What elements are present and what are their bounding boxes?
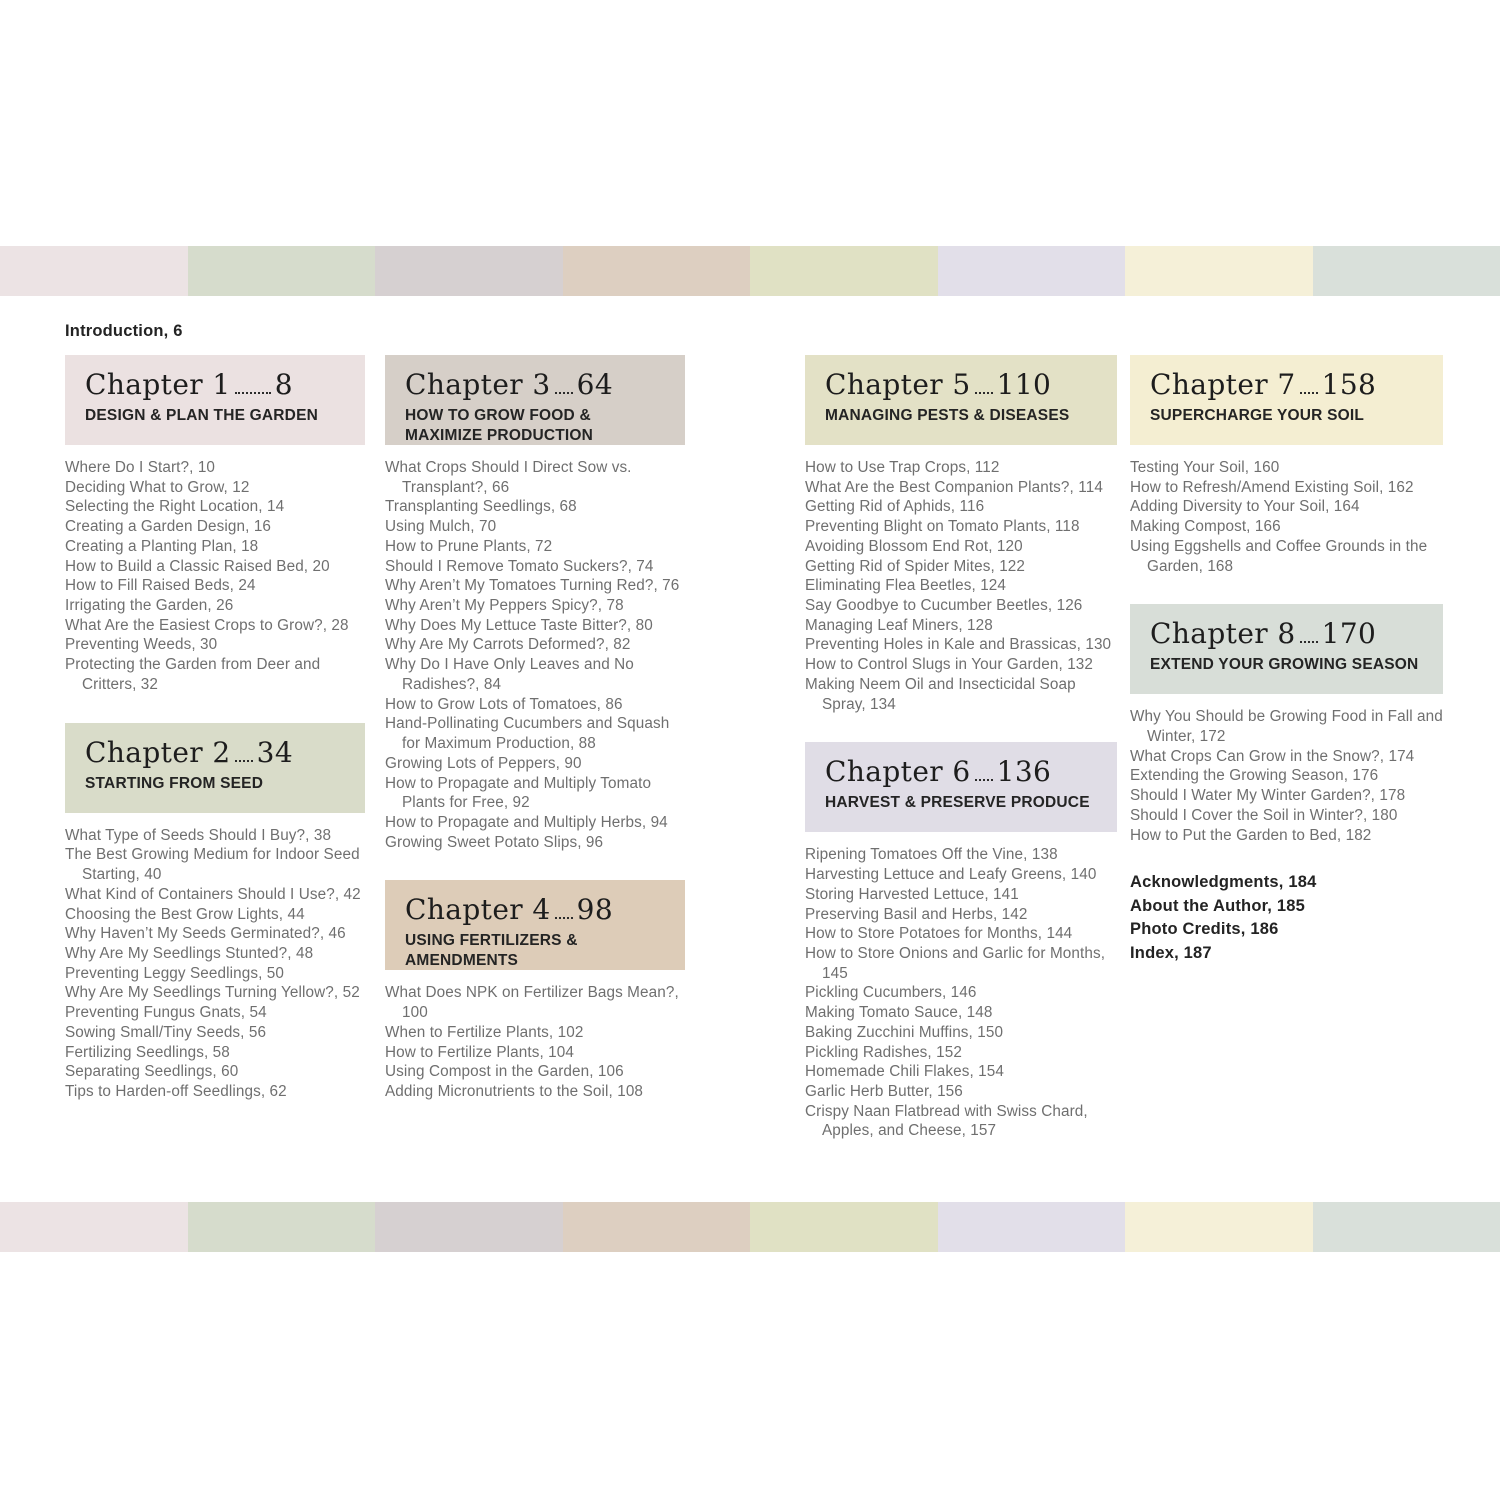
chapter-section-1 (65, 355, 365, 695)
chapter-title: Chapter 4 (405, 893, 551, 927)
toc-item: Why Haven’t My Seeds Germinated?, 46 (65, 925, 346, 943)
toc-list (1130, 707, 1443, 845)
stripe-segment (1125, 246, 1313, 296)
toc-item: What Type of Seeds Should I Buy?, 38 (65, 826, 332, 844)
stripe-segment (938, 1202, 1126, 1252)
toc-item: Using Eggshells and Coffee Grounds in the Garden, 168 (1130, 537, 1428, 575)
chapter-subtitle: STARTING FROM SEED (85, 774, 264, 792)
toc-item: Protecting the Garden from Deer and Critters, 32 (65, 656, 321, 693)
toc-item: Should I Water My Winter Garden?, 178 (1130, 787, 1406, 805)
chapter-section-4 (385, 880, 685, 1101)
toc-item: Preventing Blight on Tomato Plants, 118 (805, 518, 1080, 536)
chapter-subtitle: HOW TO GROW FOOD & MAXIMIZE PRODUCTION (405, 407, 594, 444)
chapter-subtitle: HARVEST & PRESERVE PRODUCE (825, 794, 1090, 812)
toc-item: Hand-Pollinating Cucumbers and Squash for Maximum Production, 88 (385, 715, 670, 753)
toc-item: Growing Lots of Peppers, 90 (385, 754, 582, 772)
toc-item: Making Neem Oil and Insecticidal Soap Spray, 134 (805, 675, 1076, 713)
chapter-heading (405, 893, 613, 926)
chapter-title: Chapter 5 (825, 368, 971, 401)
toc-item: Should I Remove Tomato Suckers?, 74 (385, 557, 654, 575)
toc-list (805, 845, 1117, 1141)
chapter-box (805, 355, 1117, 445)
toc-item: What Are the Best Companion Plants?, 114 (805, 478, 1103, 496)
chapter-box (385, 355, 685, 445)
chapter-heading (1150, 617, 1377, 651)
toc-item: Index, 187 (1130, 943, 1212, 962)
toc-item: What Kind of Containers Should I Use?, 42 (65, 885, 361, 903)
toc-item: How to Control Slugs in Your Garden, 132 (805, 656, 1094, 674)
chapter-section-8 (1130, 604, 1443, 845)
toc-item: Where Do I Start?, 10 (65, 459, 216, 476)
toc-item: When to Fertilize Plants, 102 (385, 1023, 584, 1041)
stripe-segment (375, 1202, 563, 1252)
chapter-page-number: 98 (576, 893, 614, 927)
toc-item: Homemade Chili Flakes, 154 (805, 1063, 1004, 1081)
toc-item: How to Refresh/Amend Existing Soil, 162 (1130, 478, 1414, 496)
chapter-page-number: 170 (1321, 617, 1377, 651)
chapter-box (65, 355, 365, 445)
toc-item: Baking Zucchini Muffins, 150 (805, 1023, 1004, 1041)
toc-item: Transplanting Seedlings, 68 (385, 498, 577, 516)
chapter-title: Chapter 7 (1150, 368, 1296, 401)
chapter-title: Chapter 2 (85, 735, 231, 769)
toc-item: What Does NPK on Fertilizer Bags Mean?, 100 (385, 984, 679, 1022)
toc-item: Pickling Radishes, 152 (805, 1043, 962, 1061)
stripe-band-top (0, 246, 1500, 296)
toc-column-3 (805, 355, 1117, 1141)
toc-item: How to Store Potatoes for Months, 144 (805, 925, 1073, 943)
chapter-heading (1150, 368, 1377, 401)
stripe-band-bottom (0, 1202, 1500, 1252)
toc-item: Deciding What to Grow, 12 (65, 478, 250, 496)
leader-dots (235, 392, 271, 394)
toc-item: Selecting the Right Location, 14 (65, 498, 285, 516)
leader-dots (555, 392, 573, 394)
stripe-segment (750, 246, 938, 296)
toc-column-4 (1130, 355, 1443, 965)
toc-item: Using Mulch, 70 (385, 518, 497, 536)
toc-item: Why Aren’t My Peppers Spicy?, 78 (385, 597, 624, 615)
toc-item: How to Prune Plants, 72 (385, 537, 553, 555)
chapter-page-number: 8 (274, 368, 293, 401)
toc-item: Creating a Planting Plan, 18 (65, 537, 259, 555)
toc-item: Separating Seedlings, 60 (65, 1063, 239, 1081)
toc-item: What Are the Easiest Crops to Grow?, 28 (65, 616, 349, 634)
toc-item: Irrigating the Garden, 26 (65, 597, 234, 615)
toc-item: How to Store Onions and Garlic for Months, 145 (805, 944, 1106, 982)
toc-item: Choosing the Best Grow Lights, 44 (65, 905, 305, 923)
toc-item: Using Compost in the Garden, 106 (385, 1063, 624, 1081)
toc-item: Photo Credits, 186 (1130, 920, 1279, 939)
stripe-segment (1125, 1202, 1313, 1252)
toc-item: How to Use Trap Crops, 112 (805, 459, 1000, 476)
toc-item: Acknowledgments, 184 (1130, 873, 1317, 892)
chapter-heading (825, 368, 1052, 401)
chapter-subtitle: DESIGN & PLAN THE GARDEN (85, 407, 319, 424)
toc-item: Preventing Fungus Gnats, 54 (65, 1004, 267, 1022)
toc-item: Ripening Tomatoes Off the Vine, 138 (805, 846, 1058, 864)
chapter-box (65, 723, 365, 813)
toc-item: Eliminating Flea Beetles, 124 (805, 577, 1007, 595)
stripe-segment (375, 246, 563, 296)
chapter-heading (405, 368, 613, 401)
toc-item: The Best Growing Medium for Indoor Seed Starting, 40 (65, 846, 360, 884)
toc-item: Why Are My Seedlings Turning Yellow?, 52 (65, 984, 360, 1002)
chapter-subtitle: MANAGING PESTS & DISEASES (825, 407, 1070, 424)
toc-item: Getting Rid of Aphids, 116 (805, 498, 985, 516)
chapter-heading (85, 368, 293, 401)
toc-item: Crispy Naan Flatbread with Swiss Chard, Apples, and Cheese, 157 (805, 1102, 1088, 1140)
stripe-segment (1313, 246, 1500, 296)
chapter-title: Chapter 6 (825, 755, 971, 789)
chapter-box (805, 742, 1117, 832)
chapter-subtitle: USING FERTILIZERS & AMENDMENTS (405, 932, 578, 970)
toc-item: Garlic Herb Butter, 156 (805, 1082, 963, 1100)
toc-item: Adding Diversity to Your Soil, 164 (1130, 498, 1360, 516)
toc-item: Growing Sweet Potato Slips, 96 (385, 833, 604, 851)
leader-dots (975, 392, 993, 394)
toc-item: Preventing Leggy Seedlings, 50 (65, 964, 285, 982)
toc-item: Getting Rid of Spider Mites, 122 (805, 557, 1026, 575)
toc-list (805, 458, 1117, 714)
chapter-page-number: 136 (996, 755, 1052, 789)
toc-item: Making Compost, 166 (1130, 518, 1281, 536)
toc-list (1130, 458, 1443, 576)
leader-dots (1300, 641, 1318, 643)
stripe-segment (188, 246, 376, 296)
toc-item: Preventing Weeds, 30 (65, 636, 218, 654)
back-matter-list (1130, 871, 1443, 965)
stripe-segment (1313, 1202, 1500, 1252)
toc-item: Sowing Small/Tiny Seeds, 56 (65, 1023, 267, 1041)
intro-line: Introduction, 6 (65, 322, 183, 340)
toc-item: What Crops Can Grow in the Snow?, 174 (1130, 747, 1415, 765)
toc-item: Making Tomato Sauce, 148 (805, 1004, 993, 1022)
stripe-segment (563, 1202, 751, 1252)
stripe-segment (0, 246, 188, 296)
chapter-section-7 (1130, 355, 1443, 576)
chapter-page-number: 110 (996, 368, 1052, 401)
toc-list (385, 983, 685, 1101)
toc-column-1 (65, 355, 365, 1102)
toc-item: Why You Should be Growing Food in Fall and Winter, 172 (1130, 708, 1443, 746)
toc-item: About the Author, 185 (1130, 896, 1306, 915)
toc-item: Why Are My Carrots Deformed?, 82 (385, 636, 631, 654)
toc-item: Should I Cover the Soil in Winter?, 180 (1130, 806, 1398, 824)
chapter-box (385, 880, 685, 970)
toc-item: Storing Harvested Lettuce, 141 (805, 885, 1019, 903)
toc-item: How to Fertilize Plants, 104 (385, 1043, 574, 1061)
toc-item: Why Are My Seedlings Stunted?, 48 (65, 944, 314, 962)
toc-list (65, 826, 365, 1102)
toc-item: Harvesting Lettuce and Leafy Greens, 140 (805, 866, 1097, 884)
toc-list (65, 458, 365, 695)
toc-item: Creating a Garden Design, 16 (65, 518, 272, 536)
chapter-page-number: 64 (576, 368, 614, 401)
stripe-segment (938, 246, 1126, 296)
toc-item: Tips to Harden-off Seedlings, 62 (65, 1082, 287, 1100)
toc-item: Managing Leaf Miners, 128 (805, 616, 993, 634)
chapter-page-number: 158 (1321, 368, 1377, 401)
toc-item: Why Do I Have Only Leaves and No Radishes?, 84 (385, 656, 634, 693)
toc-item: Preserving Basil and Herbs, 142 (805, 905, 1028, 923)
chapter-title: Chapter 8 (1150, 617, 1296, 651)
toc-item: Say Goodbye to Cucumber Beetles, 126 (805, 597, 1083, 615)
toc-column-2 (385, 355, 685, 1102)
chapter-section-5 (805, 355, 1117, 714)
toc-item: How to Build a Classic Raised Bed, 20 (65, 557, 330, 575)
stripe-segment (563, 246, 751, 296)
chapter-heading (85, 736, 293, 769)
toc-item: How to Propagate and Multiply Herbs, 94 (385, 813, 668, 831)
chapter-box (1130, 355, 1443, 445)
toc-item: How to Propagate and Multiply Tomato Plants for Free, 92 (385, 774, 652, 812)
leader-dots (1300, 392, 1318, 394)
chapter-heading (825, 755, 1052, 789)
stripe-segment (0, 1202, 188, 1252)
toc-item: Pickling Cucumbers, 146 (805, 984, 977, 1002)
toc-item: How to Grow Lots of Tomatoes, 86 (385, 695, 623, 713)
leader-dots (235, 760, 253, 762)
toc-item: Extending the Growing Season, 176 (1130, 767, 1379, 785)
chapter-section-3 (385, 355, 685, 852)
toc-item: Adding Micronutrients to the Soil, 108 (385, 1082, 644, 1100)
chapter-subtitle: SUPERCHARGE YOUR SOIL (1150, 407, 1365, 424)
stripe-segment (750, 1202, 938, 1252)
toc-item: Why Aren’t My Tomatoes Turning Red?, 76 (385, 577, 680, 595)
toc-item: Avoiding Blossom End Rot, 120 (805, 537, 1023, 555)
toc-item: How to Put the Garden to Bed, 182 (1130, 826, 1372, 844)
chapter-title: Chapter 3 (405, 368, 551, 401)
toc-item: Testing Your Soil, 160 (1130, 459, 1280, 476)
chapter-page-number: 34 (256, 735, 294, 769)
toc-item: What Crops Should I Direct Sow vs. Transplant?, 66 (385, 459, 632, 496)
chapter-title: Chapter 1 (85, 368, 231, 401)
chapter-subtitle: EXTEND YOUR GROWING SEASON (1150, 656, 1419, 674)
chapter-section-2 (65, 723, 365, 1102)
toc-item: Fertilizing Seedlings, 58 (65, 1043, 230, 1061)
toc-list (385, 458, 685, 852)
leader-dots (975, 779, 993, 781)
toc-item: Preventing Holes in Kale and Brassicas, 130 (805, 636, 1112, 654)
toc-item: How to Fill Raised Beds, 24 (65, 577, 256, 595)
leader-dots (555, 917, 573, 919)
stripe-segment (188, 1202, 376, 1252)
chapter-box (1130, 604, 1443, 694)
toc-item: Why Does My Lettuce Taste Bitter?, 80 (385, 616, 653, 634)
chapter-section-6 (805, 742, 1117, 1141)
